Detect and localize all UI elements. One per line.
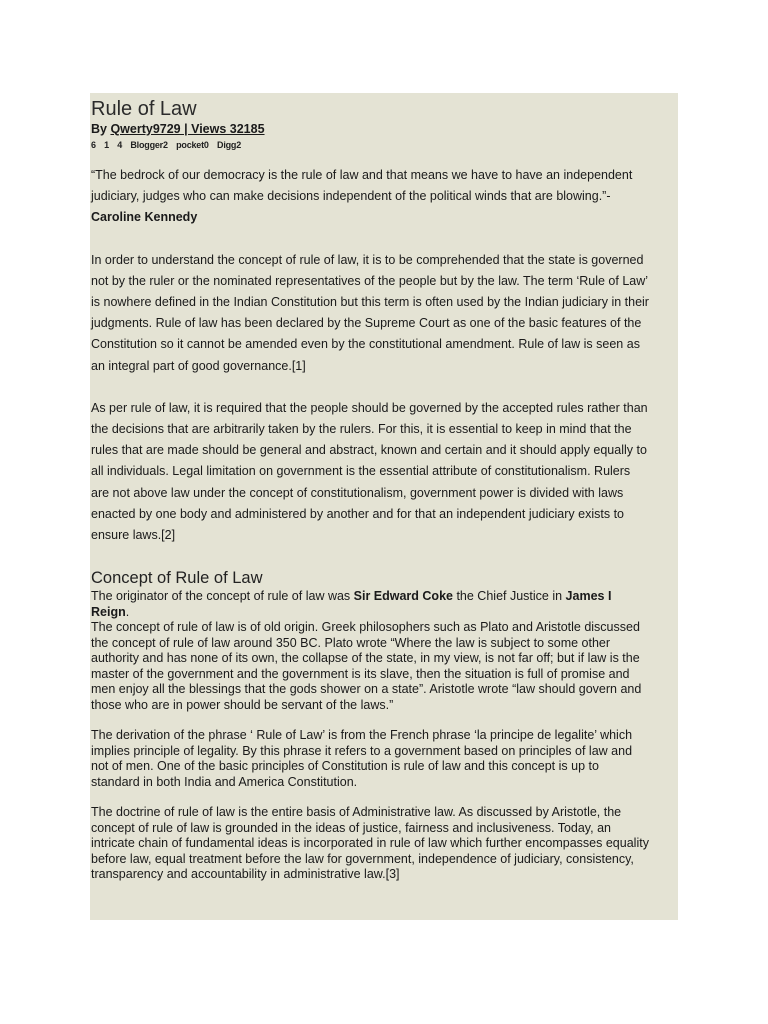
- share-count-1[interactable]: 6: [91, 140, 96, 150]
- originator-reign: James I Reign: [91, 589, 612, 619]
- paragraph-5: The doctrine of rule of law is the entire basis of Administrative law. As discussed by Aristotle, the concept of rule of law is grounded in the ideas of justice, fairness and inclusiveness. Today, an intricate chain of fundamental ideas is incorporated in rule of law which further encompasses equality before law, equal treatment before the law for government, independence of judiciary, consistency, transparency and accountability in administrative law.[3]: [91, 805, 649, 882]
- byline: [91, 121, 649, 137]
- paragraph-4: The derivation of the phrase ‘ Rule of Law’ is from the French phrase ‘la principe de legalite’ which implies principle of legality. By this phrase it refers to a government based on principles of law and not of men. One of the basic principles of Constitution is rule of law and this concept is up to standard in both India and America Constitution.: [91, 728, 633, 789]
- author-views-link[interactable]: Qwerty9729 | Views 32185: [110, 122, 265, 136]
- article-title: Rule of Law: [91, 98, 197, 120]
- share-count-3[interactable]: 4: [117, 140, 123, 150]
- originator-mid: the Chief Justice in: [452, 589, 566, 604]
- share-count-2[interactable]: 1: [104, 140, 109, 150]
- quote-author: Caroline Kennedy: [91, 210, 198, 225]
- article-body: [91, 96, 649, 883]
- originator-pre: The originator of the concept of rule of law was: [91, 589, 354, 604]
- share-blogger[interactable]: Blogger2: [130, 140, 168, 150]
- quote: [91, 165, 649, 229]
- originator-name: Sir Edward Coke: [353, 589, 453, 604]
- originator-post: .: [125, 604, 130, 619]
- quote-text: “The bedrock of our democracy is the rule of law and that means we have to have an independent judiciary, judges who can make decisions independent of the political winds that are blowing.”-: [91, 168, 633, 204]
- paragraph-2: As per rule of law, it is required that the people should be governed by the accepted rules rather than the decisions that are arbitrarily taken by the rulers. For this, it is essential to keep in mind that the rules that are made should be general and abstract, known and certain and it should apply equally to all individuals. Legal limitation on government is the essential attribute of constitutionalism. Rulers are not above law under the concept of constitutionalism, government power is divided with laws enacted by one body and administered by another and for that an independent judiciary exists to ensure laws.[2]: [91, 400, 648, 543]
- originator-paragraph: [91, 589, 649, 620]
- share-digg[interactable]: Digg2: [217, 140, 242, 150]
- share-counts: [91, 139, 649, 151]
- section-heading: Concept of Rule of Law: [91, 569, 263, 588]
- byline-prefix: By: [91, 122, 111, 136]
- paragraph-1: In order to understand the concept of rule of law, it is to be comprehended that the state is governed not by the ruler or the nominated representatives of the people but by the law. The term ‘Rule of Law’ is nowhere defined in the Indian Constitution but this term is often used by the Indian judiciary in their judgments. Rule of law has been declared by the Supreme Court as one of the basic features of the Constitution so it cannot be amended even by the constitutional amendment. Rule of law is seen as an integral part of good governance.[1]: [91, 252, 649, 373]
- paragraph-3: The concept of rule of law is of old origin. Greek philosophers such as Plato and Aristotle discussed the concept of rule of law around 350 BC. Plato wrote “Where the law is subject to some other authority and has none of its own, the collapse of the state, in my view, is not far off; but if law is the master of the government and the government is its slave, then the situation is full of promise and men enjoy all the blessings that the gods shower on a state”. Aristotle wrote “law should govern and those who are in power should be servant of the laws.”: [91, 620, 642, 712]
- share-pocket[interactable]: pocket0: [176, 140, 209, 150]
